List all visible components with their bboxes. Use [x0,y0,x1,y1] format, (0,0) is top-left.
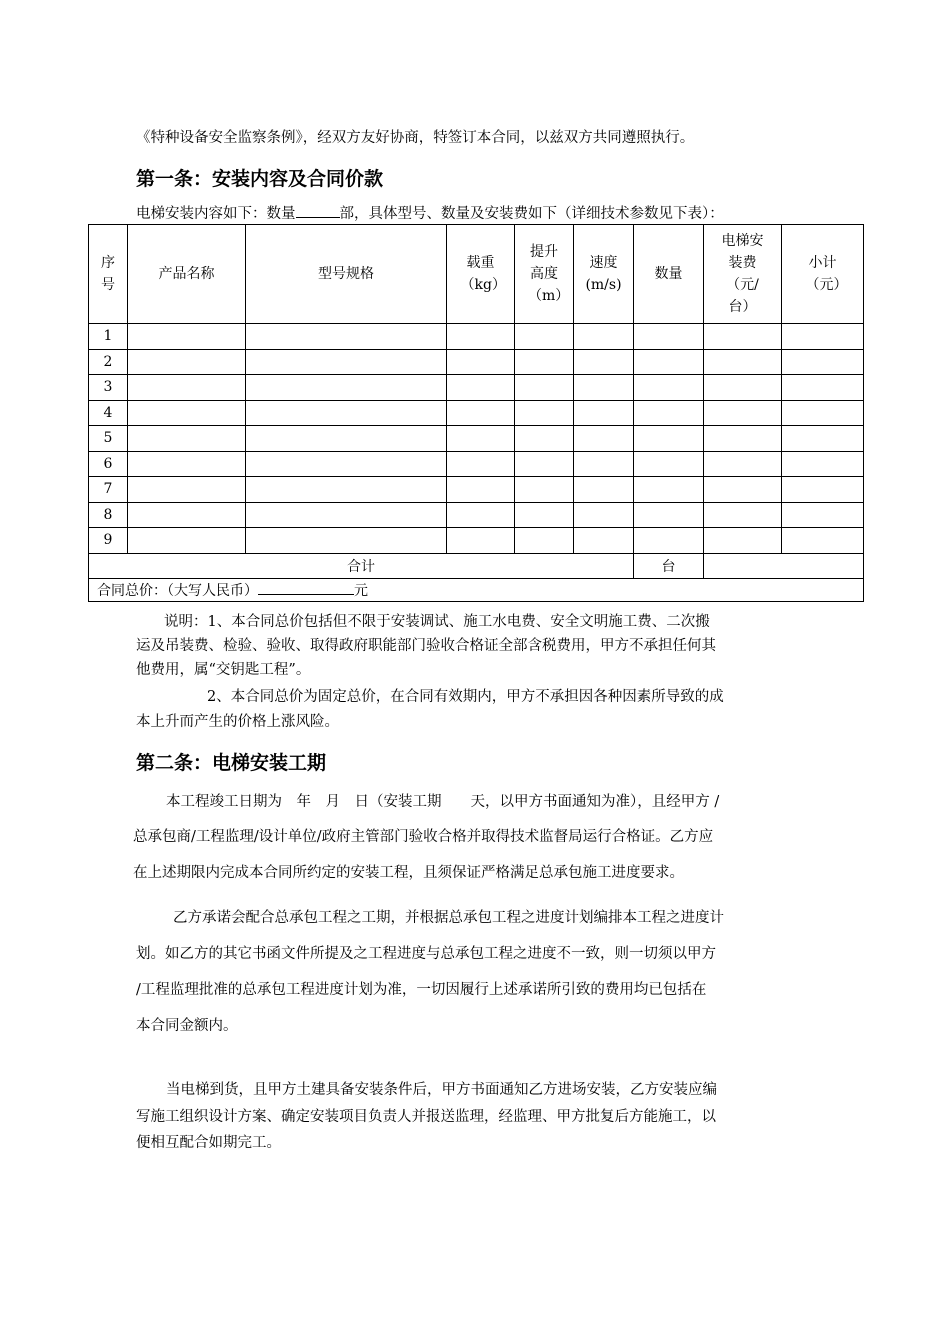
table-row [89,502,864,528]
article2-p3-line3: 便相互配合如期完工。 [136,1135,281,1151]
header-product: 产品名称 [128,225,246,324]
total-blank[interactable] [258,580,354,595]
article2-p3-line2: 写施工组织设计方案、确定安装项目负责人并报送监理，经监理、甲方批复后方能施工，以 [136,1109,716,1125]
total-price-row [89,578,864,601]
article2-p2-line1: 乙方承诺会配合总承包工程之工期，并根据总承包工程之进度计划编排本工程之进度计 [173,910,724,926]
quantity-blank [296,203,340,218]
installation-table [88,224,864,602]
article1-heading: 第一条：安装内容及合同价款 [136,168,384,190]
note1-line3: 他费用，属“交钥匙工程”。 [136,662,311,678]
intro-line: 《特种设备安全监察条例》，经双方友好协商，特签订本合同，以兹双方共同遵照执行。 [136,130,695,146]
row-seq: 6 [89,451,128,477]
article2-p1-line2: 总承包商/工程监理/设计单位/政府主管部门验收合格并取得技术监督局运行合格证。乙方应 [133,829,714,845]
desc-prefix: 电梯安装内容如下：数量 [136,206,296,222]
article2-p2-line4: 本合同金额内。 [136,1018,238,1034]
header-load: 载重（kg） [447,225,515,324]
sum-value[interactable] [704,553,864,578]
row-seq: 1 [89,324,128,350]
table-row [89,324,864,350]
header-fee: 电梯安装费（元/台） [704,225,782,324]
note1-line1: 说明：1、本合同总价包括但不限于安装调试、施工水电费、安全文明施工费、二次搬 [164,614,710,630]
table-row [89,477,864,503]
row-seq: 3 [89,375,128,401]
row-seq: 7 [89,477,128,503]
article1-description [136,203,724,224]
note2-line1: 2、本合同总价为固定总价，在合同有效期内，甲方不承担因各种因素所导致的成 [207,689,724,705]
table-row [89,375,864,401]
article2-p1-line3: 在上述期限内完成本合同所约定的安装工程，且须保证严格满足总承包施工进度要求。 [133,865,684,881]
header-seq: 序号 [89,225,128,324]
header-speed: 速度(m/s) [574,225,634,324]
note1-line2: 运及吊装费、检验、验收、取得政府职能部门验收合格证全部含税费用，甲方不承担任何其 [136,638,716,654]
header-model: 型号规格 [246,225,447,324]
table-header-row [89,225,864,324]
table-row [89,528,864,554]
table-row [89,349,864,375]
sum-row [89,553,864,578]
header-height: 提升高度（m） [515,225,574,324]
table-row [89,426,864,452]
total-prefix: 合同总价：（大写人民币） [97,582,258,599]
article2-p2-line3: /工程监理批准的总承包工程进度计划为准，一切因履行上述承诺所引致的费用均已包括在 [136,982,707,998]
article2-p2-line2: 划。如乙方的其它书函文件所提及之工程进度与总承包工程之进度不一致，则一切须以甲方 [136,946,716,962]
note2-line2: 本上升而产生的价格上涨风险。 [136,714,339,730]
sum-label: 合计 [89,553,634,578]
desc-suffix: 部，具体型号、数量及安装费如下（详细技术参数见下表）： [339,206,724,222]
table-row [89,400,864,426]
row-seq: 2 [89,349,128,375]
row-seq: 4 [89,400,128,426]
row-seq: 5 [89,426,128,452]
sum-unit: 台 [634,553,704,578]
total-price-cell [89,578,864,601]
row-seq: 8 [89,502,128,528]
table-row [89,451,864,477]
article2-heading: 第二条：电梯安装工期 [136,752,327,774]
header-qty: 数量 [634,225,704,324]
row-seq: 9 [89,528,128,554]
total-suffix: 元 [354,582,368,599]
article2-p1-line1: 本工程竣工日期为 年 月 日（安装工期 天，以甲方书面通知为准），且经甲方 / [166,794,720,810]
header-subtotal: 小计（元） [782,225,864,324]
article2-p3-line1: 当电梯到货，且甲方土建具备安装条件后，甲方书面通知乙方进场安装，乙方安装应编 [166,1082,717,1098]
